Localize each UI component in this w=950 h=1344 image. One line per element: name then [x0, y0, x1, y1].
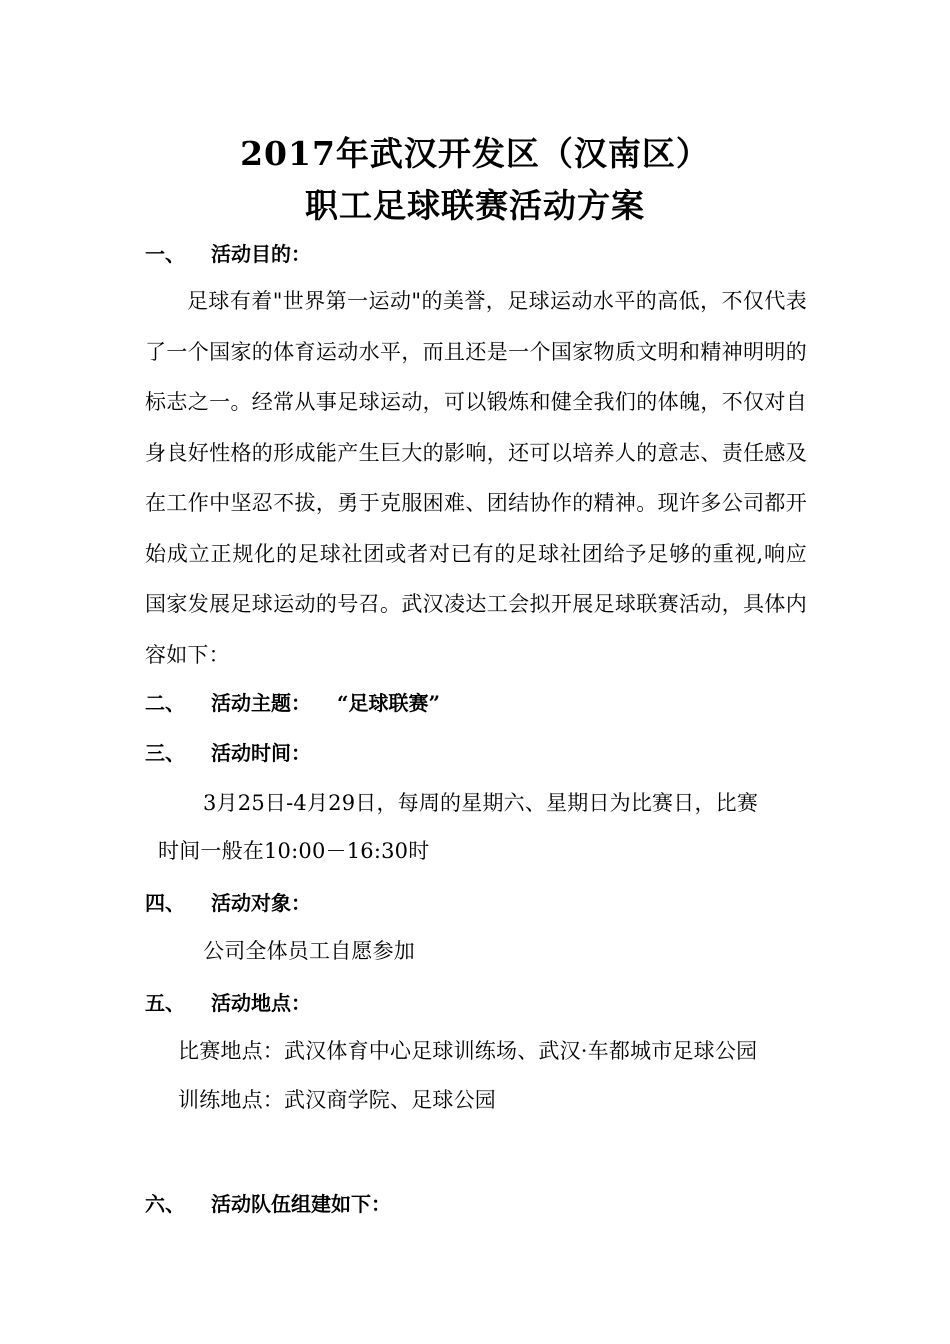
- section-number: 三、: [145, 741, 185, 765]
- audience-line: 公司全体员工自愿参加: [203, 939, 415, 963]
- section-number: 六、: [145, 1192, 185, 1216]
- section-number: 一、: [145, 242, 185, 266]
- section-number: 四、: [145, 891, 185, 915]
- section-label: 活动地点：: [211, 991, 311, 1015]
- training-venue-line: 训练地点：武汉商学院、足球公园: [178, 1088, 496, 1112]
- match-venue-line: 比赛地点：武汉体育中心足球训练场、武汉·车都城市足球公园: [178, 1039, 758, 1063]
- section-heading-purpose: [145, 238, 311, 267]
- section-heading-theme: [145, 687, 440, 716]
- document-title-line-1: 2017年武汉开发区（汉南区）: [240, 134, 710, 173]
- purpose-paragraph: 足球有着"世界第一运动"的美誉，足球运动水平的高低，不仅代表了一个国家的体育运动水平，而且还是一个国家物质文明和精神明明的标志之一。经常从事足球运动，可以锻炼和健全我们的体魄，不仅对自身良好性格的形成能产生巨大的影响，还可以培养人的意志、责任感及在工作中坚忍不拔，勇于克服困难、团结协作的精神。现许多公司都开始成立正规化的足球社团或者对已有的足球社团给予足够的重视,响应国家发展足球运动的号召。武汉凌达工会拟开展足球联赛活动，具体内容如下：: [145, 289, 807, 667]
- section-heading-audience: [145, 887, 311, 916]
- section-number: 五、: [145, 991, 185, 1015]
- time-line-1: 3月25日-4月29日，每周的星期六、星期日为比赛日，比赛: [203, 791, 759, 815]
- section-label: 活动主题：: [211, 691, 311, 715]
- time-line-2: 时间一般在10:00－16:30时: [158, 839, 430, 863]
- section-heading-time: [145, 737, 311, 766]
- section-heading-venue: [145, 987, 311, 1016]
- document-title-line-2: 职工足球联赛活动方案: [305, 186, 645, 225]
- section-number: 二、: [145, 691, 185, 715]
- section-label: 活动队伍组建如下：: [211, 1192, 391, 1216]
- section-heading-teams: [145, 1188, 391, 1217]
- section-label: 活动对象：: [211, 891, 311, 915]
- theme-text: “足球联赛”: [337, 691, 441, 715]
- section-label: 活动目的：: [211, 242, 311, 266]
- section-label: 活动时间：: [211, 741, 311, 765]
